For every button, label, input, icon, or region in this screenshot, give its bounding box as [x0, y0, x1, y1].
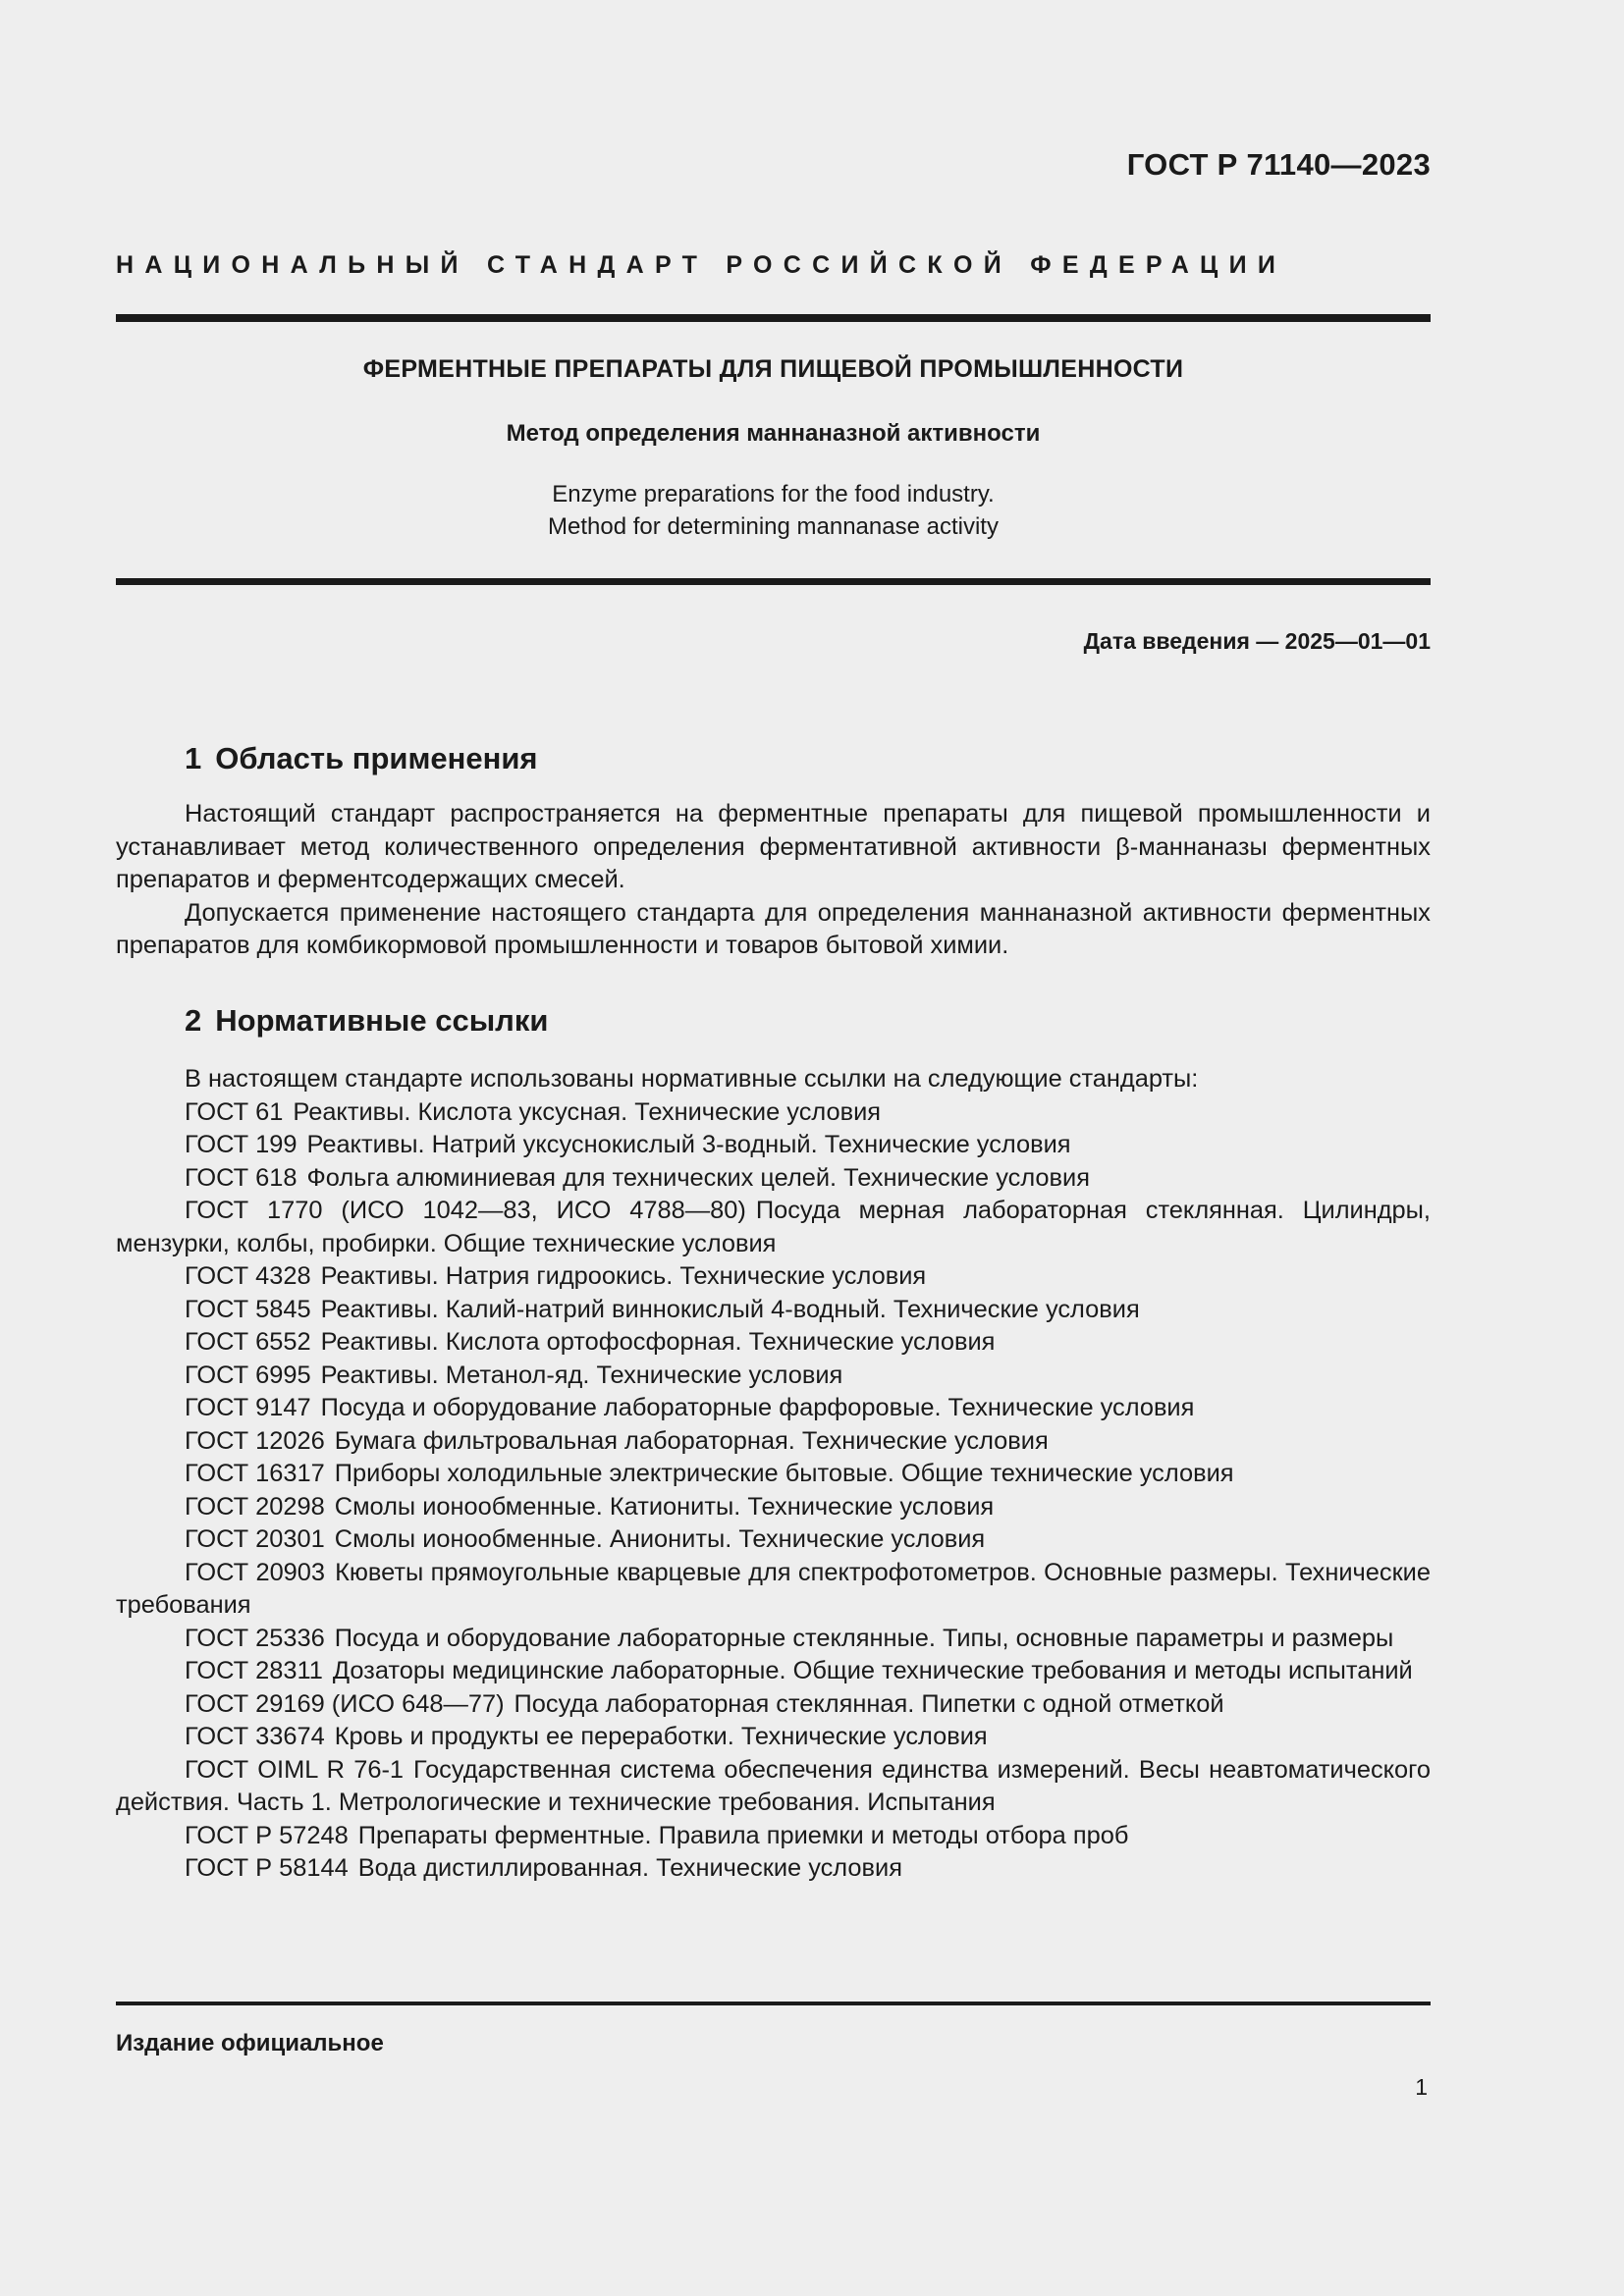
- reference-code: ГОСТ 618: [185, 1163, 298, 1192]
- document-number: ГОСТ Р 71140—2023: [1126, 147, 1431, 182]
- section-2-heading: [185, 1003, 548, 1039]
- reference-code: ГОСТ 16317: [185, 1460, 325, 1487]
- reference-item: [116, 1688, 1431, 1722]
- document-subtitle: Метод определения маннаназной активности: [506, 420, 1041, 447]
- reference-title: Вода дистиллированная. Технические условия: [357, 1854, 902, 1882]
- section-1-body: [116, 798, 1431, 963]
- reference-title: Реактивы. Калий-натрий виннокислый 4-водный. Технические условия: [320, 1295, 1140, 1323]
- reference-title: Смолы ионообменные. Аниониты. Технические условия: [334, 1525, 986, 1553]
- reference-title: Посуда мерная лабораторная стеклянная. Цилиндры, мензурки, колбы, пробирки. Общие технические условия: [116, 1197, 1431, 1257]
- section-2-body: [116, 1063, 1431, 1886]
- reference-code: ГОСТ 20301: [185, 1525, 325, 1553]
- reference-title: Кюветы прямоугольные кварцевые для спектрофотометров. Основные размеры. Технические требования: [116, 1558, 1431, 1619]
- section-2-number: 2: [185, 1003, 202, 1038]
- reference-code: ГОСТ 12026: [185, 1426, 325, 1455]
- section-1-number: 1: [185, 741, 202, 775]
- section-1-paragraph: Настоящий стандарт распространяется на ферментные препараты для пищевой промышленности и устанавливает метод количественного определения ферментативной активности β-маннаназы ферментных препаратов и ферментсодержащих смесей.: [116, 800, 1431, 893]
- section-1-heading: [185, 741, 538, 776]
- reference-item: [116, 1360, 1431, 1393]
- reference-item: [116, 1623, 1431, 1656]
- reference-code: ГОСТ Р 58144: [185, 1854, 349, 1882]
- reference-title: Приборы холодильные электрические бытовые. Общие технические условия: [334, 1460, 1234, 1487]
- reference-title: Посуда и оборудование лабораторные фарфоровые. Технические условия: [320, 1394, 1195, 1421]
- reference-item: [116, 1721, 1431, 1754]
- reference-item: [116, 1129, 1431, 1162]
- reference-title: Дозаторы медицинские лабораторные. Общие технические требования и методы испытаний: [332, 1657, 1413, 1684]
- reference-title: Посуда и оборудование лабораторные стеклянные. Типы, основные параметры и размеры: [334, 1624, 1394, 1652]
- reference-item: [116, 1195, 1431, 1260]
- reference-item: [116, 1557, 1431, 1623]
- reference-title: Смолы ионообменные. Катиониты. Технические условия: [334, 1492, 995, 1521]
- reference-title: Посуда лабораторная стеклянная. Пипетки с одной отметкой: [514, 1689, 1224, 1718]
- reference-item: [116, 1754, 1431, 1820]
- document-title: ФЕРМЕНТНЫЕ ПРЕПАРАТЫ ДЛЯ ПИЩЕВОЙ ПРОМЫШЛЕННОСТИ: [362, 355, 1184, 383]
- introduction-date: Дата введения — 2025—01—01: [1083, 628, 1431, 654]
- reference-code: ГОСТ 28311: [185, 1657, 323, 1684]
- reference-code: ГОСТ 61: [185, 1097, 284, 1126]
- english-title-line-2: Method for determining mannanase activity: [548, 513, 999, 540]
- reference-code: ГОСТ Р 57248: [185, 1821, 349, 1849]
- reference-code: ГОСТ OIML R 76-1: [185, 1755, 405, 1784]
- reference-code: ГОСТ 9147: [185, 1394, 311, 1421]
- reference-code: ГОСТ 20903: [185, 1558, 326, 1586]
- reference-item: [116, 1523, 1431, 1557]
- edition-label: Издание официальное: [116, 2030, 384, 2056]
- reference-item: [116, 1392, 1431, 1425]
- title-divider: [116, 578, 1431, 585]
- reference-item: [116, 1458, 1431, 1491]
- reference-code: ГОСТ 25336: [185, 1624, 325, 1652]
- reference-title: Бумага фильтровальная лабораторная. Технические условия: [334, 1426, 1049, 1455]
- english-title-line-1: Enzyme preparations for the food industry.: [552, 481, 995, 507]
- section-2-title: Нормативные ссылки: [215, 1003, 549, 1038]
- reference-title: Реактивы. Кислота уксусная. Технические условия: [293, 1097, 882, 1126]
- reference-code: ГОСТ 5845: [185, 1295, 311, 1323]
- reference-item: [116, 1096, 1431, 1130]
- reference-item: [116, 1491, 1431, 1524]
- reference-title: Реактивы. Метанол-яд. Технические условия: [320, 1361, 843, 1389]
- reference-title: Препараты ферментные. Правила приемки и методы отбора проб: [357, 1821, 1129, 1849]
- reference-item: [116, 1820, 1431, 1853]
- references-list: [116, 1096, 1431, 1886]
- references-intro: В настоящем стандарте использованы нормативные ссылки на следующие стандарты:: [185, 1065, 1199, 1093]
- reference-title: Реактивы. Кислота ортофосфорная. Технические условия: [320, 1328, 996, 1356]
- reference-code: ГОСТ 20298: [185, 1492, 325, 1521]
- reference-title: Реактивы. Натрия гидроокись. Технические условия: [320, 1262, 927, 1290]
- reference-title: Реактивы. Натрий уксуснокислый 3-водный. Технические условия: [306, 1131, 1071, 1158]
- reference-code: ГОСТ 4328: [185, 1262, 311, 1290]
- reference-code: ГОСТ 33674: [185, 1723, 325, 1750]
- top-divider: [116, 314, 1431, 322]
- national-standard-title: НАЦИОНАЛЬНЫЙ СТАНДАРТ РОССИЙСКОЙ ФЕДЕРАЦИИ: [116, 251, 1287, 279]
- english-title: [116, 478, 1431, 543]
- footer-divider: [116, 2002, 1431, 2005]
- reference-item: [116, 1425, 1431, 1459]
- reference-item: [116, 1655, 1431, 1688]
- reference-code: ГОСТ 29169 (ИСО 648—77): [185, 1689, 505, 1718]
- reference-item: [116, 1162, 1431, 1196]
- reference-item: [116, 1294, 1431, 1327]
- reference-item: [116, 1260, 1431, 1294]
- reference-code: ГОСТ 6552: [185, 1328, 311, 1356]
- reference-title: Фольга алюминиевая для технических целей. Технические условия: [306, 1163, 1090, 1192]
- reference-code: ГОСТ 199: [185, 1131, 298, 1158]
- reference-title: Кровь и продукты ее переработки. Технические условия: [334, 1723, 988, 1750]
- reference-code: ГОСТ 6995: [185, 1361, 311, 1389]
- reference-code: ГОСТ 1770 (ИСО 1042—83, ИСО 4788—80): [185, 1197, 746, 1224]
- reference-item: [116, 1326, 1431, 1360]
- reference-title: Государственная система обеспечения единства измерений. Весы неавтоматического действия. Часть 1. Метрологические и технические требования. Испытания: [116, 1755, 1431, 1816]
- page-number: 1: [1415, 2074, 1428, 2100]
- section-1-paragraph: Допускается применение настоящего стандарта для определения маннаназной активности ферментных препаратов для комбикормовой промышленности и товаров бытовой химии.: [116, 898, 1431, 959]
- section-1-title: Область применения: [215, 741, 538, 775]
- reference-item: [116, 1852, 1431, 1886]
